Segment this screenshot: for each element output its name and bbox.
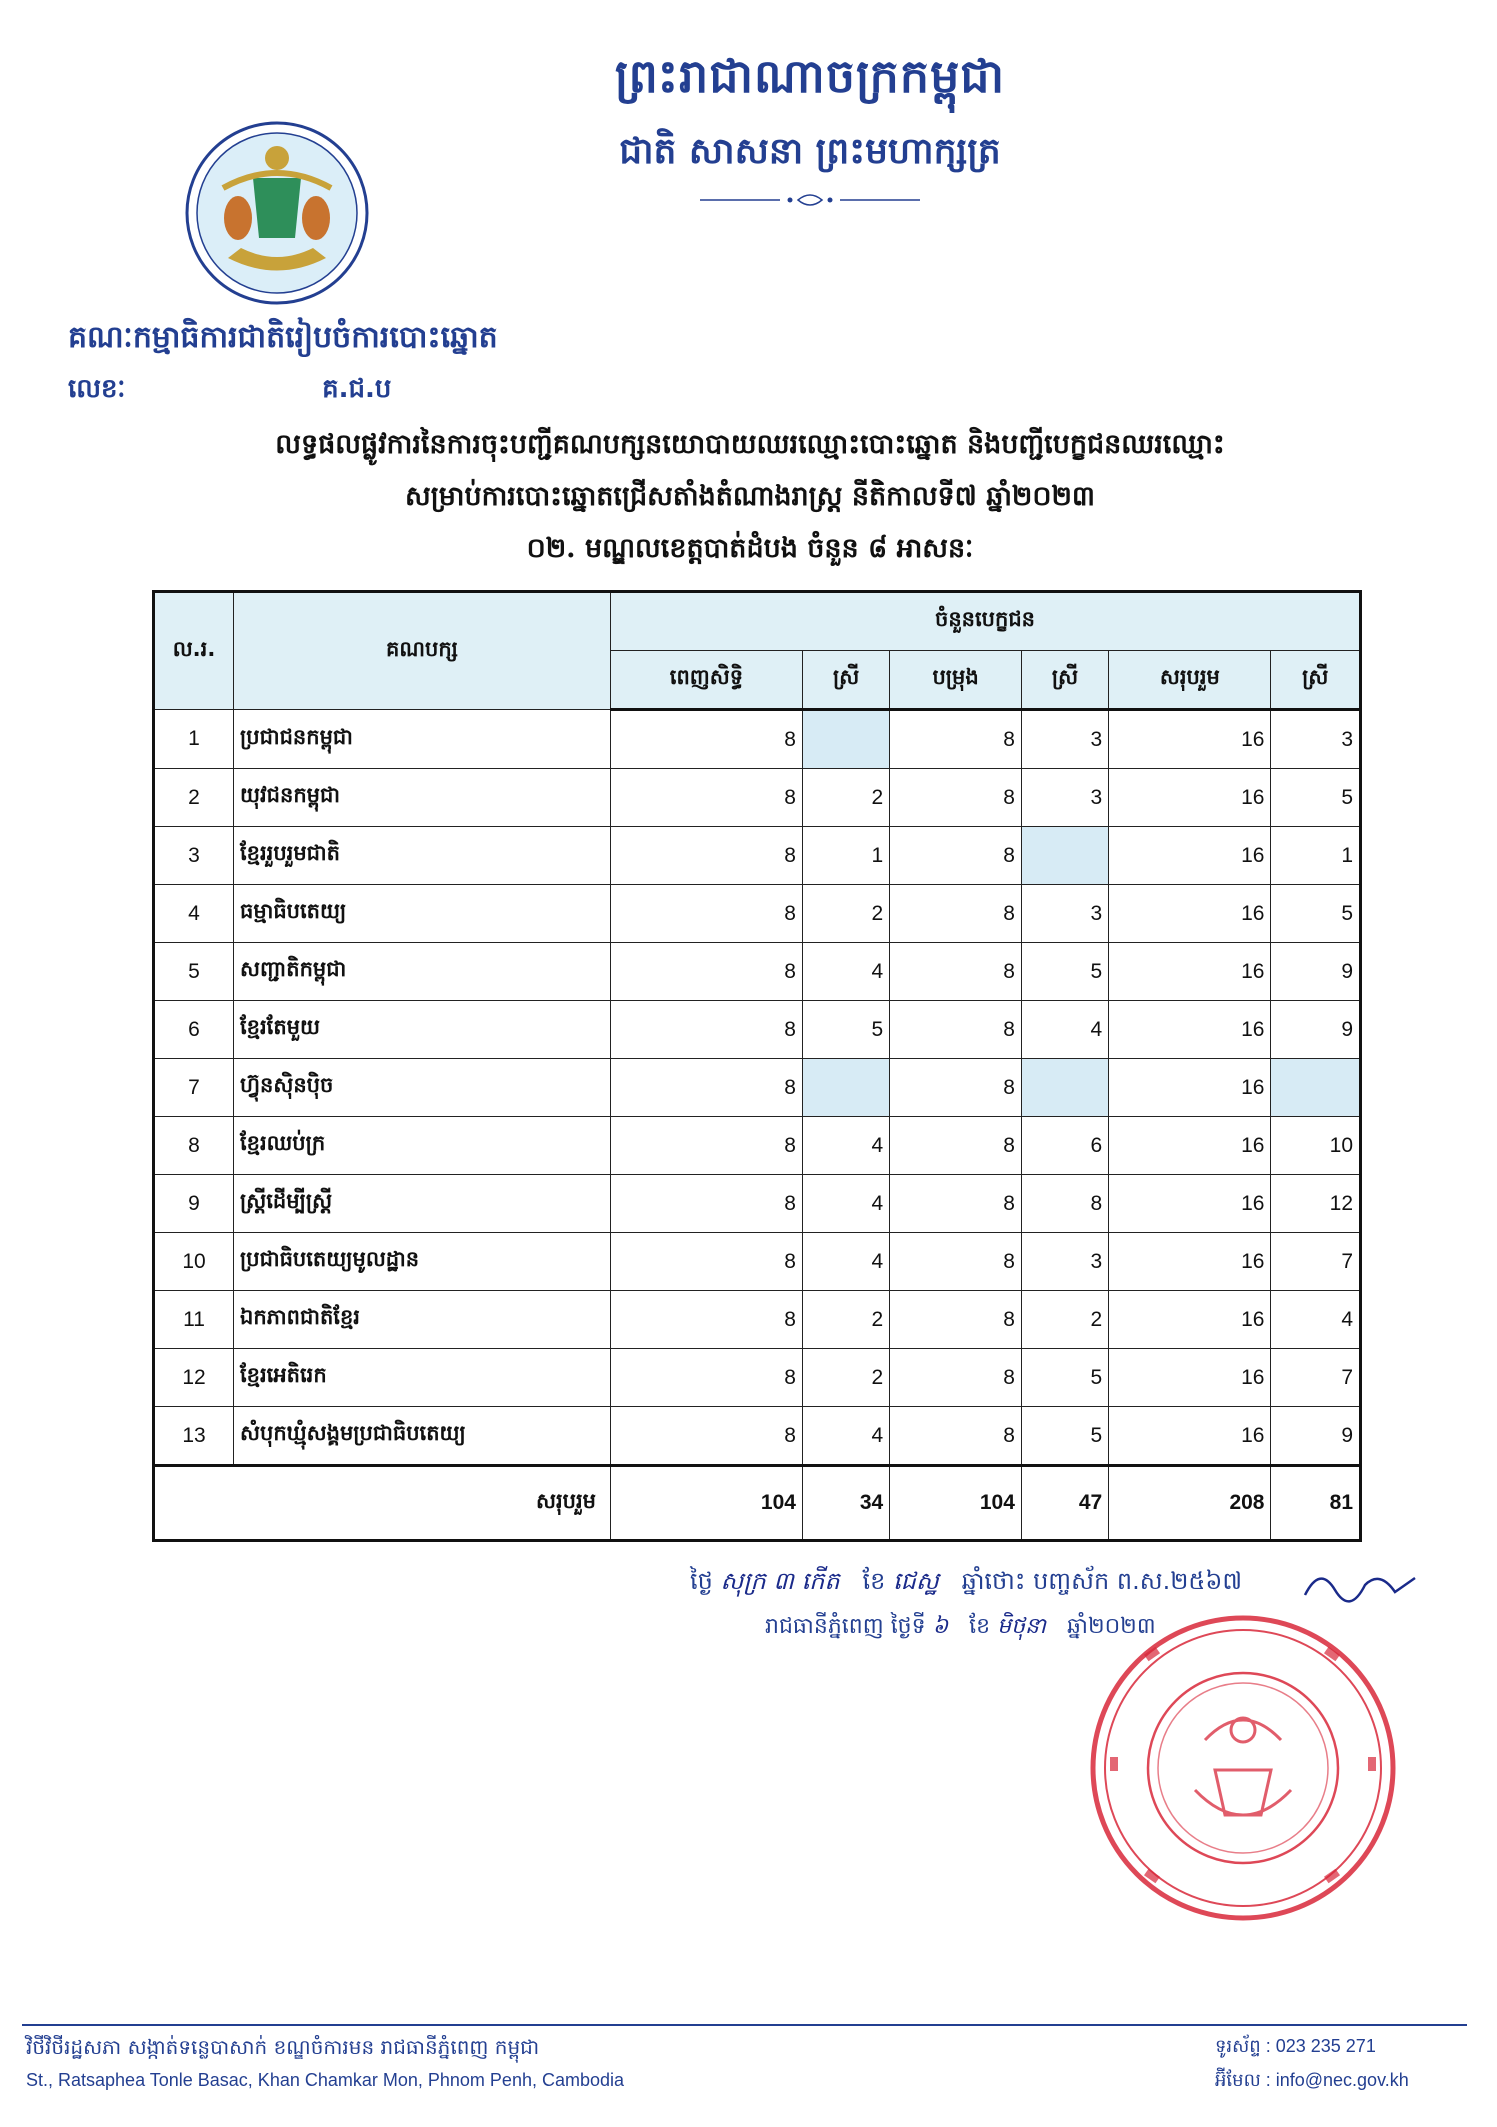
cell-total: 16: [1109, 1407, 1271, 1466]
cell-full-female: 2: [802, 885, 889, 943]
cell-no: 4: [154, 885, 234, 943]
solar-day-prefix: រាជធានីភ្នំពេញ ថ្ងៃទី: [765, 1614, 926, 1639]
cell-party-name: ឯកភាពជាតិខ្មែរ: [234, 1291, 611, 1349]
kingdom-title: ព្រះរាជាណាចក្រកម្ពុជា: [614, 49, 1006, 103]
col-full-female-header: ស្រី: [802, 651, 889, 710]
cell-party-name: ហ៊្វុនស៊ិនប៉ិច: [234, 1059, 611, 1117]
cell-full-female: 1: [802, 827, 889, 885]
cell-total-female: 1: [1271, 827, 1361, 885]
cell-reserve: 8: [890, 1175, 1022, 1233]
cell-party-name: ប្រជាជនកម្ពុជា: [234, 710, 611, 769]
col-full-header: ពេញសិទ្ធិ: [611, 651, 803, 710]
cell-total: 16: [1109, 1175, 1271, 1233]
cell-full-female: 2: [802, 1291, 889, 1349]
cell-no: 10: [154, 1233, 234, 1291]
cell-reserve: 8: [890, 827, 1022, 885]
lunar-month-handwritten: ជេស្ឋ: [892, 1567, 939, 1595]
cell-reserve-female: [1021, 827, 1108, 885]
cell-reserve-female: 3: [1021, 710, 1108, 769]
cell-total: 16: [1109, 1117, 1271, 1175]
phone-label: ទូរស័ព្ទ :: [1215, 2036, 1271, 2056]
cell-total-female: 9: [1271, 1001, 1361, 1059]
table-row: [154, 1059, 1361, 1117]
total-all-female: 81: [1271, 1466, 1361, 1541]
table-row: [154, 1001, 1361, 1059]
cell-reserve-female: [1021, 1059, 1108, 1117]
nec-logo-seal: [183, 118, 371, 308]
cell-total-female: 5: [1271, 885, 1361, 943]
cell-reserve-female: 3: [1021, 1233, 1108, 1291]
cell-total: 16: [1109, 1059, 1271, 1117]
cell-total: 16: [1109, 885, 1271, 943]
cell-reserve-female: 6: [1021, 1117, 1108, 1175]
cell-total-female: 4: [1271, 1291, 1361, 1349]
col-reserve-header: បម្រុង: [890, 651, 1022, 710]
cell-party-name: សញ្ជាតិកម្ពុជា: [234, 943, 611, 1001]
table-row: [154, 1349, 1361, 1407]
cell-reserve: 8: [890, 1349, 1022, 1407]
cell-total: 16: [1109, 1233, 1271, 1291]
lunar-date-line: [690, 1566, 1242, 1601]
table-row: [154, 1291, 1361, 1349]
cell-reserve-female: 3: [1021, 769, 1108, 827]
cell-reserve: 8: [890, 885, 1022, 943]
cell-party-name: ខ្មែររួបរួមជាតិ: [234, 827, 611, 885]
solar-month-label: ខែ: [969, 1614, 991, 1639]
cell-full-female: 4: [802, 943, 889, 1001]
cell-reserve-female: 5: [1021, 943, 1108, 1001]
cell-full: 8: [611, 1233, 803, 1291]
cell-total: 16: [1109, 1291, 1271, 1349]
cell-no: 5: [154, 943, 234, 1001]
solar-year: ឆ្នាំ២០២៣: [1067, 1614, 1156, 1639]
cell-reserve-female: 8: [1021, 1175, 1108, 1233]
cell-no: 6: [154, 1001, 234, 1059]
cell-party-name: ប្រជាធិបតេយ្យមូលដ្ឋាន: [234, 1233, 611, 1291]
number-code: គ.ជ.ប: [322, 374, 392, 404]
table-row: [154, 885, 1361, 943]
cell-full-female: 5: [802, 1001, 889, 1059]
footer-address-khmer: វិថីវិថីរដ្ឋសភា សង្កាត់ទន្លេបាសាក់ ខណ្ឌចំការមន រាជធានីភ្នំពេញ កម្ពុជា: [26, 2035, 540, 2059]
cell-reserve: 8: [890, 710, 1022, 769]
cell-total-female: 3: [1271, 710, 1361, 769]
cell-total: 16: [1109, 769, 1271, 827]
cell-full: 8: [611, 885, 803, 943]
cell-full: 8: [611, 769, 803, 827]
cell-full: 8: [611, 1001, 803, 1059]
cell-party-name: ខ្មែរឈប់ក្រ: [234, 1117, 611, 1175]
total-full: 104: [611, 1466, 803, 1541]
cell-full-female: [802, 1059, 889, 1117]
cell-full-female: 4: [802, 1407, 889, 1466]
cell-total-female: [1271, 1059, 1361, 1117]
col-candidates-group-header: ចំនួនបេក្ខជន: [611, 592, 1361, 651]
cell-reserve: 8: [890, 943, 1022, 1001]
organization-name: គណៈកម្មាធិការជាតិរៀបចំការបោះឆ្នោត: [68, 320, 498, 355]
table-row: [154, 1117, 1361, 1175]
cell-full-female: 4: [802, 1175, 889, 1233]
cell-no: 7: [154, 1059, 234, 1117]
document-title-line2: សម្រាប់ការបោះឆ្នោតជ្រើសតាំងតំណាងរាស្ត្រ នីតិកាលទី៧ ឆ្នាំ២០២៣: [405, 481, 1095, 512]
cell-reserve-female: 3: [1021, 885, 1108, 943]
cell-full: 8: [611, 710, 803, 769]
table-total-row: [154, 1466, 1361, 1541]
cell-full: 8: [611, 1291, 803, 1349]
cell-reserve: 8: [890, 1001, 1022, 1059]
cell-no: 12: [154, 1349, 234, 1407]
official-stamp: [1085, 1610, 1401, 1926]
cell-reserve-female: 4: [1021, 1001, 1108, 1059]
cell-full: 8: [611, 1349, 803, 1407]
col-total-female-header: ស្រី: [1271, 651, 1361, 710]
footer-email: [1215, 2068, 1409, 2095]
email-address[interactable]: info@nec.gov.kh: [1275, 2070, 1409, 2090]
cell-total-female: 7: [1271, 1233, 1361, 1291]
cell-full: 8: [611, 1117, 803, 1175]
total-label: សរុបរួម: [154, 1466, 611, 1541]
lunar-day-handwritten: សុក្រ ៣ កើត: [720, 1567, 840, 1595]
constituency-title: ០២. មណ្ឌលខេត្តបាត់ដំបង ចំនួន ៨ អាសនៈ: [526, 533, 974, 564]
lunar-month-label: ខែ: [862, 1567, 886, 1595]
cell-reserve: 8: [890, 1291, 1022, 1349]
cell-reserve: 8: [890, 769, 1022, 827]
solar-month-handwritten: មិថុនា: [997, 1614, 1047, 1639]
cell-reserve: 8: [890, 1233, 1022, 1291]
lunar-day-prefix: ថ្ងៃ: [690, 1567, 713, 1595]
signature-mark: [1300, 1560, 1420, 1610]
cell-total-female: 9: [1271, 943, 1361, 1001]
cell-total-female: 9: [1271, 1407, 1361, 1466]
cell-total-female: 7: [1271, 1349, 1361, 1407]
cell-full: 8: [611, 1059, 803, 1117]
cell-no: 13: [154, 1407, 234, 1466]
col-reserve-female-header: ស្រី: [1021, 651, 1108, 710]
table-row: [154, 943, 1361, 1001]
cell-full: 8: [611, 1175, 803, 1233]
cell-total: 16: [1109, 943, 1271, 1001]
cell-party-name: ខ្មែរអេតិរេក: [234, 1349, 611, 1407]
phone-number: 023 235 271: [1275, 2036, 1376, 2056]
cell-total: 16: [1109, 710, 1271, 769]
footer-address-english: St., Ratsaphea Tonle Basac, Khan Chamkar Mon, Phnom Penh, Cambodia: [26, 2070, 625, 2090]
cell-reserve-female: 5: [1021, 1349, 1108, 1407]
cell-no: 3: [154, 827, 234, 885]
cell-reserve: 8: [890, 1407, 1022, 1466]
cell-total: 16: [1109, 827, 1271, 885]
cell-no: 11: [154, 1291, 234, 1349]
cell-full: 8: [611, 827, 803, 885]
total-full-female: 34: [802, 1466, 889, 1541]
cell-no: 9: [154, 1175, 234, 1233]
cell-party-name: យុវជនកម្ពុជា: [234, 769, 611, 827]
cell-full-female: 4: [802, 1117, 889, 1175]
table-row: [154, 1233, 1361, 1291]
cell-full: 8: [611, 1407, 803, 1466]
total-reserve: 104: [890, 1466, 1022, 1541]
cell-total-female: 12: [1271, 1175, 1361, 1233]
cell-party-name: សំបុកឃ្មុំសង្គមប្រជាធិបតេយ្យ: [234, 1407, 611, 1466]
table-row: [154, 710, 1361, 769]
cell-reserve-female: 2: [1021, 1291, 1108, 1349]
footer-phone: [1215, 2034, 1376, 2061]
cell-full: 8: [611, 943, 803, 1001]
cell-total-female: 10: [1271, 1117, 1361, 1175]
cell-total: 16: [1109, 1349, 1271, 1407]
col-no-header: ល.រ.: [154, 592, 234, 710]
cell-reserve: 8: [890, 1117, 1022, 1175]
solar-day-handwritten: ៦: [932, 1614, 949, 1639]
cell-total: 16: [1109, 1001, 1271, 1059]
col-total-header: សរុបរួម: [1109, 651, 1271, 710]
table-row: [154, 1175, 1361, 1233]
cell-no: 8: [154, 1117, 234, 1175]
table-row: [154, 769, 1361, 827]
total-all: 208: [1109, 1466, 1271, 1541]
cell-party-name: ស្ត្រីដើម្បីស្ត្រី: [234, 1175, 611, 1233]
cell-reserve-female: 5: [1021, 1407, 1108, 1466]
col-party-header: គណបក្ស: [234, 592, 611, 710]
cell-no: 1: [154, 710, 234, 769]
cell-full-female: 2: [802, 769, 889, 827]
cell-no: 2: [154, 769, 234, 827]
candidates-table: [152, 590, 1362, 1542]
lunar-year: ឆ្នាំថោះ បញ្ចស័ក ព.ស.២៥៦៧: [961, 1567, 1243, 1595]
cell-full-female: 4: [802, 1233, 889, 1291]
table-row: [154, 827, 1361, 885]
ornament-divider: [700, 188, 920, 212]
total-reserve-female: 47: [1021, 1466, 1108, 1541]
table-row: [154, 1407, 1361, 1466]
reference-number: [68, 372, 391, 410]
cell-reserve: 8: [890, 1059, 1022, 1117]
number-label: លេខៈ: [68, 374, 126, 404]
national-motto: ជាតិ សាសនា ព្រះមហាក្សត្រ: [619, 130, 1001, 172]
cell-full-female: [802, 710, 889, 769]
cell-full-female: 2: [802, 1349, 889, 1407]
footer-divider: [22, 2024, 1467, 2026]
email-label: អ៊ីមែល :: [1215, 2070, 1271, 2090]
document-title-line1: លទ្ធផលផ្លូវការនៃការចុះបញ្ជីគណបក្សនយោបាយឈរឈ្មោះបោះឆ្នោត និងបញ្ជីបេក្ខជនឈរឈ្មោះ: [275, 429, 1225, 460]
cell-party-name: ធម្មាធិបតេយ្យ: [234, 885, 611, 943]
cell-total-female: 5: [1271, 769, 1361, 827]
cell-party-name: ខ្មែរតែមួយ: [234, 1001, 611, 1059]
